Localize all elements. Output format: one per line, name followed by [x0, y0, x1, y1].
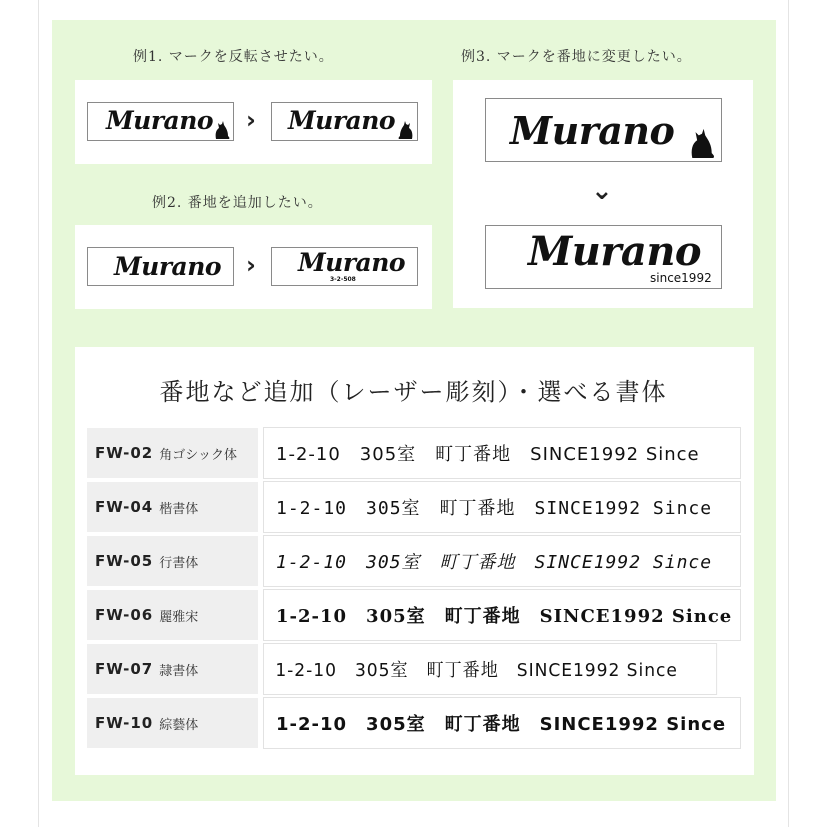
example2-after-name: Murano [298, 248, 406, 277]
font-row-label [87, 644, 258, 694]
example1-after-name: Murano [288, 106, 396, 135]
font-name: 隷書体 [159, 663, 199, 679]
example1-before-plate [87, 102, 234, 141]
example3-arrow: ⌄ [591, 176, 613, 206]
example3-since: since1992 [650, 271, 712, 285]
font-name: 麗雅宋 [159, 609, 199, 625]
font-row-sample: 1-2-10 305室 町丁番地 SINCE1992 Since [263, 589, 741, 641]
example1-before-name: Murano [106, 106, 214, 135]
font-code: FW-06 [95, 606, 154, 624]
example2-address: 3-2-508 [330, 276, 356, 283]
font-row-label [87, 698, 258, 748]
example2-caption: 例2. 番地を追加したい。 [152, 195, 323, 211]
cat-icon [214, 118, 230, 139]
page-edge-left [38, 0, 39, 827]
example1-after-plate [271, 102, 418, 141]
font-row-sample: 1-2-10 305室 町丁番地 SINCE1992 Since [263, 643, 717, 695]
font-row-label [87, 482, 258, 532]
example3-before-name: Murano [510, 108, 675, 153]
example3-after-plate [485, 225, 722, 289]
font-row-sample: 1-2-10 305室 町丁番地 SINCE1992 Since [263, 535, 741, 587]
font-row-label [87, 590, 258, 640]
font-code: FW-04 [95, 498, 154, 516]
example1-caption: 例1. マークを反転させたい。 [133, 49, 334, 65]
font-name: 楷書体 [159, 501, 199, 517]
font-name: 行書体 [159, 555, 199, 571]
example2-arrow: › [246, 251, 256, 279]
example2-after-plate [271, 247, 418, 286]
font-row-sample: 1-2-10 305室 町丁番地 SINCE1992 Since [263, 427, 741, 479]
example1-panel [75, 80, 432, 164]
font-row-label [87, 536, 258, 586]
font-name: 綜藝体 [159, 717, 199, 733]
example1-arrow: › [246, 106, 256, 134]
cat-icon-flipped [398, 118, 414, 139]
font-code: FW-02 [95, 444, 154, 462]
example3-caption: 例3. マークを番地に変更したい。 [461, 49, 692, 65]
font-row-label [87, 428, 258, 478]
font-name: 角ゴシック体 [159, 447, 237, 463]
page-edge-right [788, 0, 789, 827]
example2-before-name: Murano [114, 252, 222, 281]
cat-icon [689, 124, 715, 158]
font-code: FW-10 [95, 714, 154, 732]
example2-panel [75, 225, 432, 309]
font-code: FW-05 [95, 552, 154, 570]
font-row-sample: 1-2-10 305室 町丁番地 SINCE1992 Since [263, 481, 741, 533]
example3-panel [453, 80, 753, 308]
example3-before-plate [485, 98, 722, 162]
font-list-title: 番地など追加（レーザー彫刻）・選べる書体 [159, 378, 668, 406]
font-row-sample: 1-2-10 305室 町丁番地 SINCE1992 Since [263, 697, 741, 749]
example2-before-plate [87, 247, 234, 286]
example3-after-name: Murano [528, 228, 702, 275]
font-code: FW-07 [95, 660, 154, 678]
